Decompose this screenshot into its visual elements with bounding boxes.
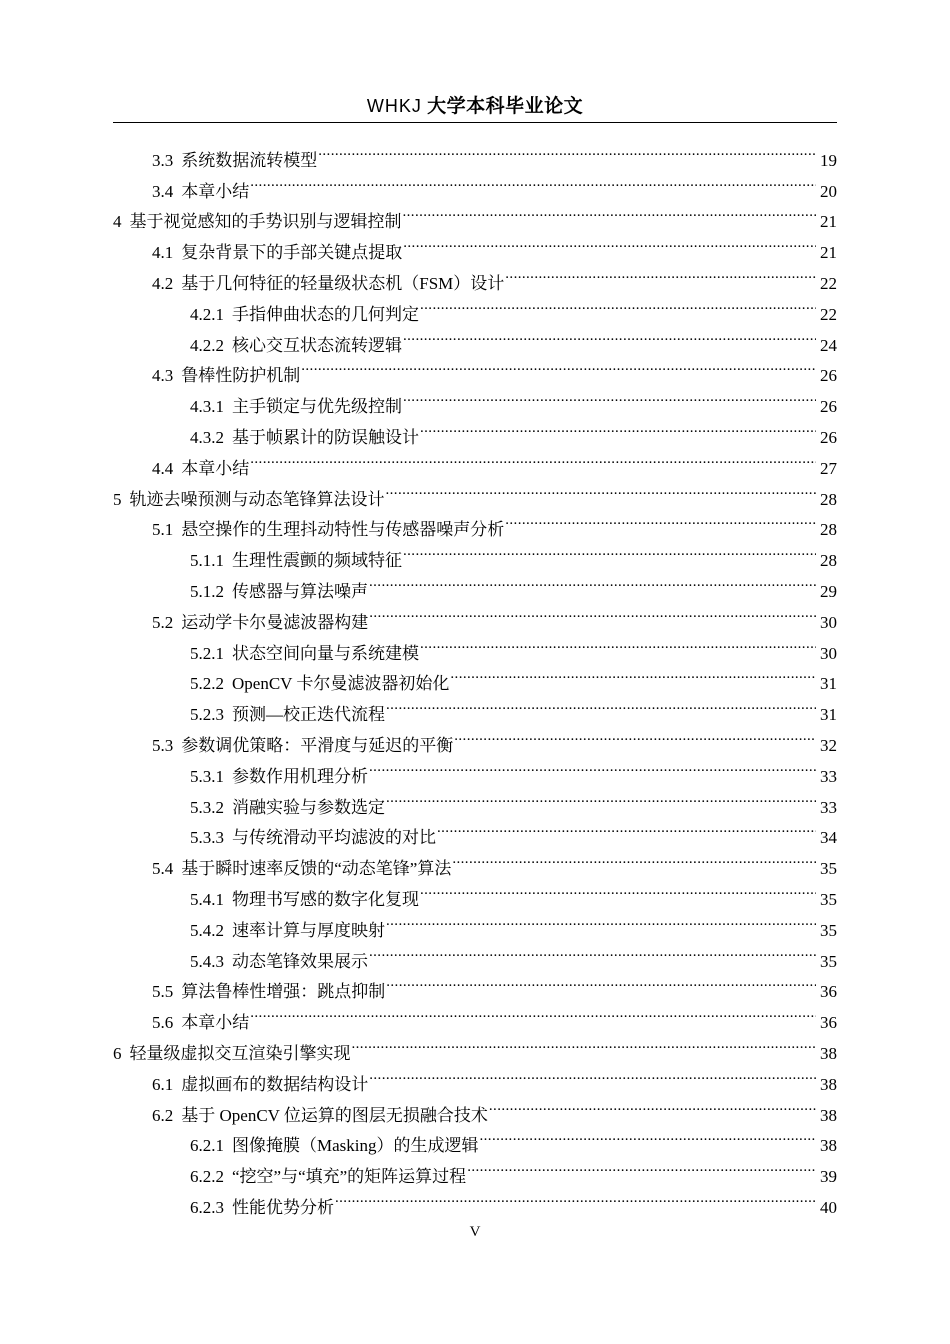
- toc-entry-number: 3.4: [152, 181, 174, 201]
- toc-entry-number: 5.4.2: [190, 920, 224, 940]
- toc-dot-leader: [386, 689, 816, 720]
- toc-entry-page: 22: [820, 304, 837, 324]
- toc-entry-page: 26: [820, 366, 837, 386]
- toc-entry-title: 状态空间向量与系统建模: [232, 643, 419, 663]
- toc-dot-leader: [318, 135, 816, 166]
- toc-entry-page: 35: [820, 920, 837, 940]
- toc-entry-title: 与传统滑动平均滤波的对比: [232, 828, 436, 848]
- toc-entry-title: 消融实验与参数选定: [232, 797, 385, 817]
- toc-entry-number: 5.1.1: [190, 551, 224, 571]
- toc-entry-page: 30: [820, 612, 837, 632]
- toc-entry-page: 40: [820, 1197, 837, 1217]
- toc-dot-leader: [386, 967, 816, 998]
- toc-dot-leader: [420, 289, 816, 320]
- toc-entry-number: 5.4: [152, 859, 174, 879]
- toc-entry-number: 4.3: [152, 366, 174, 386]
- toc-entry-number: 4.2.2: [190, 335, 224, 355]
- toc-entry-number: 6.2.1: [190, 1136, 224, 1156]
- toc-entry-title: 系统数据流转模型: [181, 150, 318, 170]
- toc-entry-title: 物理书写感的数字化复现: [232, 889, 419, 909]
- toc-entry-title: 本章小结: [181, 458, 250, 478]
- toc-entry-title: 性能优势分析: [232, 1197, 334, 1217]
- toc-entry-title: 预测—校正迭代流程: [232, 705, 385, 725]
- toc-entry-number: 5.5: [152, 982, 174, 1002]
- header-title: 大学本科毕业论文: [427, 96, 584, 117]
- toc-entry-title: 本章小结: [181, 1013, 250, 1033]
- toc-entry-page: 36: [820, 982, 837, 1002]
- toc-entry-title: 手指伸曲状态的几何判定: [232, 304, 419, 324]
- toc-entry-page: 33: [820, 766, 837, 786]
- toc-entry-number: 4.1: [152, 243, 174, 263]
- toc-entry-title: 生理性震颤的频域特征: [232, 551, 402, 571]
- toc-entry-number: 4.2: [152, 273, 174, 293]
- toc-entry-page: 38: [820, 1136, 837, 1156]
- toc-entry-number: 6.2: [152, 1105, 174, 1125]
- toc-entry-title: 基于帧累计的防误触设计: [232, 427, 419, 447]
- toc-dot-leader: [301, 351, 816, 382]
- toc-entry-number: 5.6: [152, 1013, 174, 1033]
- toc-entry-page: 31: [820, 705, 837, 725]
- toc-entry-page: 35: [820, 951, 837, 971]
- toc-dot-leader: [420, 628, 816, 659]
- toc-entry-number: 5.2.1: [190, 643, 224, 663]
- toc-entry-page: 31: [820, 674, 837, 694]
- toc-dot-leader: [403, 227, 816, 258]
- toc-entry-page: 28: [820, 489, 837, 509]
- toc-entry-page: 34: [820, 828, 837, 848]
- toc-entry-page: 33: [820, 797, 837, 817]
- toc-entry-title: 传感器与算法噪声: [232, 581, 368, 601]
- toc-entry-number: 5.4.3: [190, 951, 224, 971]
- toc-dot-leader: [386, 782, 816, 813]
- toc-entry-page: 27: [820, 458, 837, 478]
- toc-entry-title: 速率计算与厚度映射: [232, 920, 385, 940]
- toc-entry-number: 6: [113, 1043, 122, 1063]
- toc-dot-leader: [420, 874, 816, 905]
- toc-dot-leader: [250, 166, 816, 197]
- toc-entry-page: 36: [820, 1013, 837, 1033]
- toc-entry-number: 5.2: [152, 612, 174, 632]
- header-rule: [113, 122, 837, 123]
- toc-dot-leader: [420, 412, 816, 443]
- toc-dot-leader: [352, 1028, 817, 1059]
- toc-dot-leader: [369, 597, 816, 628]
- toc-entry-number: 5.3: [152, 735, 174, 755]
- toc-dot-leader: [454, 720, 816, 751]
- toc-entry-title: 参数调优策略：平滑度与延迟的平衡: [181, 735, 454, 755]
- toc-dot-leader: [250, 997, 816, 1028]
- toc-dot-leader: [403, 197, 817, 228]
- toc-entry-title: 动态笔锋效果展示: [232, 951, 368, 971]
- page-number: V: [469, 1224, 481, 1240]
- toc-dot-leader: [452, 843, 816, 874]
- toc-entry-title: 主手锁定与优先级控制: [232, 397, 402, 417]
- toc-dot-leader: [505, 505, 816, 536]
- toc-entry-title: “挖空”与“填充”的矩阵运算过程: [232, 1167, 467, 1187]
- toc-entry-number: 4: [113, 212, 122, 232]
- toc-dot-leader: [505, 258, 816, 289]
- toc-entry-title: 轻量级虚拟交互渲染引擎实现: [129, 1043, 351, 1063]
- toc-entry-number: 5.2.2: [190, 674, 224, 694]
- toc-entry-title: 参数作用机理分析: [232, 766, 368, 786]
- toc-dot-leader: [369, 1059, 816, 1090]
- running-header: [113, 92, 837, 120]
- toc-entry-page: 26: [820, 397, 837, 417]
- toc-entry-page: 38: [820, 1105, 837, 1125]
- toc-dot-leader: [403, 535, 816, 566]
- header-latin: WHKJ: [366, 96, 422, 116]
- toc-dot-leader: [250, 443, 816, 474]
- toc-entry-title: 基于瞬时速率反馈的“动态笔锋”算法: [181, 859, 452, 879]
- toc-entry-number: 5.1.2: [190, 581, 224, 601]
- toc-entry-title: 复杂背景下的手部关键点提取: [181, 243, 403, 263]
- toc-dot-leader: [386, 905, 816, 936]
- toc-entry-title: 悬空操作的生理抖动特性与传感器噪声分析: [181, 520, 505, 540]
- toc-entry-number: 4.3.2: [190, 427, 224, 447]
- toc-dot-leader: [403, 320, 816, 351]
- toc-dot-leader: [489, 1090, 816, 1121]
- toc-entry[interactable]: [113, 135, 837, 170]
- toc-entry-title: 基于视觉感知的手势识别与逻辑控制: [129, 212, 402, 232]
- toc-entry-number: 3.3: [152, 150, 174, 170]
- toc-entry-page: 29: [820, 581, 837, 601]
- toc-entry-number: 5.3.2: [190, 797, 224, 817]
- toc-dot-leader: [480, 1121, 817, 1152]
- toc-entry-number: 4.4: [152, 458, 174, 478]
- toc-dot-leader: [386, 474, 817, 505]
- toc-dot-leader: [369, 751, 816, 782]
- toc-entry-number: 5.3.3: [190, 828, 224, 848]
- toc-entry-page: 21: [820, 212, 837, 232]
- toc-entry-page: 26: [820, 427, 837, 447]
- toc-entry-number: 5.1: [152, 520, 174, 540]
- toc-entry-page: 35: [820, 859, 837, 879]
- table-of-contents: [113, 135, 837, 1217]
- toc-entry-page: 38: [820, 1043, 837, 1063]
- toc-entry-title: 图像掩膜（Masking）的生成逻辑: [232, 1136, 479, 1156]
- toc-dot-leader: [403, 381, 816, 412]
- toc-entry-title: 运动学卡尔曼滤波器构建: [181, 612, 369, 632]
- toc-dot-leader: [467, 1151, 816, 1182]
- toc-entry-page: 24: [820, 335, 837, 355]
- toc-entry-number: 6.2.2: [190, 1167, 224, 1187]
- toc-entry-page: 28: [820, 551, 837, 571]
- toc-entry-page: 32: [820, 735, 837, 755]
- toc-entry-number: 5.4.1: [190, 889, 224, 909]
- toc-dot-leader: [437, 813, 816, 844]
- toc-entry-page: 19: [820, 150, 837, 170]
- toc-entry-page: 38: [820, 1074, 837, 1094]
- toc-entry-page: 20: [820, 181, 837, 201]
- toc-dot-leader: [369, 566, 816, 597]
- toc-entry-title: 本章小结: [181, 181, 250, 201]
- toc-entry-page: 30: [820, 643, 837, 663]
- toc-entry-number: 6.2.3: [190, 1197, 224, 1217]
- toc-entry-page: 21: [820, 243, 837, 263]
- toc-entry-title: 核心交互状态流转逻辑: [232, 335, 402, 355]
- toc-entry-page: 22: [820, 273, 837, 293]
- toc-entry-number: 5: [113, 489, 122, 509]
- toc-entry-page: 35: [820, 889, 837, 909]
- toc-entry-number: 5.2.3: [190, 705, 224, 725]
- toc-entry-title: 算法鲁棒性增强：跳点抑制: [181, 982, 386, 1002]
- toc-entry-title: 基于 OpenCV 位运算的图层无损融合技术: [181, 1105, 488, 1125]
- toc-dot-leader: [369, 936, 816, 967]
- toc-entry-title: 鲁棒性防护机制: [181, 366, 301, 386]
- toc-entry-number: 4.3.1: [190, 397, 224, 417]
- toc-entry-title: 轨迹去噪预测与动态笔锋算法设计: [129, 489, 385, 509]
- toc-entry-title: 基于几何特征的轻量级状态机（FSM）设计: [181, 273, 505, 293]
- toc-entry-number: 4.2.1: [190, 304, 224, 324]
- toc-dot-leader: [450, 659, 816, 690]
- toc-entry-title: OpenCV 卡尔曼滤波器初始化: [232, 674, 450, 694]
- toc-entry-number: 6.1: [152, 1074, 174, 1094]
- toc-entry-title: 虚拟画布的数据结构设计: [181, 1074, 369, 1094]
- toc-dot-leader: [335, 1182, 816, 1213]
- toc-entry-page: 28: [820, 520, 837, 540]
- toc-entry-page: 39: [820, 1167, 837, 1187]
- toc-entry-number: 5.3.1: [190, 766, 224, 786]
